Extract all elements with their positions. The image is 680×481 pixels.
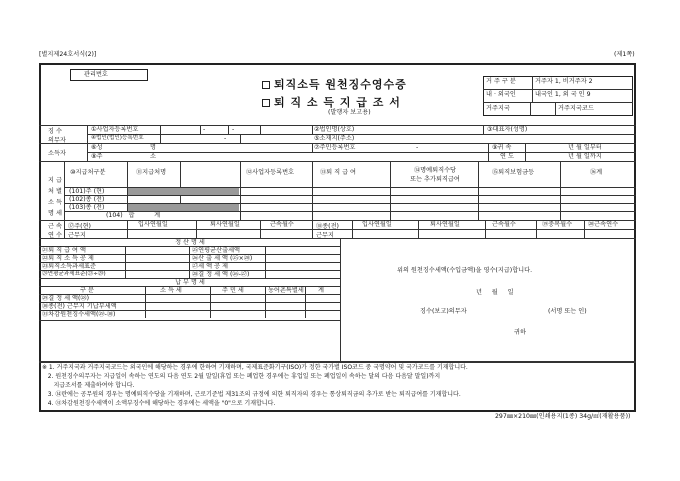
receipt-sign: (서명 또는 인) xyxy=(548,308,587,315)
service-col-1: 퇴사연월일 xyxy=(210,221,240,228)
form-id: [별지제24호서식(2)] xyxy=(39,51,97,58)
note-3: 지급조서를 제출하여야 합니다. xyxy=(42,382,135,389)
title2-text: 퇴 직 소 득 지 급 조 서 xyxy=(274,96,401,109)
tax-right-1: ㉖산 출 세 액 (㉕×⑳) xyxy=(192,255,253,262)
note-5: 4. ㉛차감원천징수세액이 소액부징수에 해당하는 경우에는 세액을 "0"으로 기재합니다. xyxy=(42,400,276,407)
period-from: 년 월 일부터 xyxy=(568,144,602,151)
pay-header-5: ⑮퇴직보험금등 xyxy=(492,169,535,176)
pay-header-4: ⑭명예퇴직수당 또는 추가퇴직급여 xyxy=(410,167,460,183)
biz-no-label: ①사업자등록번호 xyxy=(91,126,139,133)
rrn-label: ⑦주민등록번호 xyxy=(314,144,356,151)
addr-label: ⑤소재지(주소) xyxy=(314,135,355,142)
payment-header-2: 주 민 세 xyxy=(222,287,244,294)
payment-header-0: 구 분 xyxy=(80,287,94,294)
nationality-label: 내 · 외국인 xyxy=(486,91,516,98)
country-code-label: 거주지국코드 xyxy=(558,105,594,112)
page-number: (제1쪽) xyxy=(614,51,635,58)
paper-spec: 297㎜×210㎜(인쇄용지(1종) 34g/㎡(재활용품)) xyxy=(495,413,631,420)
service-col-6: ⑲중복월수 xyxy=(542,221,573,228)
tax-right-3: ㉘결 정 세 액 (㉖-㉗) xyxy=(192,271,250,278)
receipt-date: 년 월 일 xyxy=(476,289,514,296)
country-label: 거주지국 xyxy=(486,105,510,112)
period-label: ⑨귀 속 xyxy=(492,144,512,151)
service-col-4: 퇴사연월일 xyxy=(430,221,460,228)
service-main-label: ⑰주(현) 근무지 xyxy=(68,223,91,239)
tax-right-2: ㉗세 액 공 제 xyxy=(192,263,228,270)
earner-group-label: 소득자 xyxy=(48,150,66,157)
earner-addr-label: ⑧주 xyxy=(91,153,103,160)
title1-text: 퇴직소득 원천징수영수증 xyxy=(274,78,407,91)
residency-value: 거주자 1, 비거주자 2 xyxy=(535,78,593,85)
pay-group-label: 지 급 처 별 소 득 명 세 xyxy=(48,177,62,217)
pay-header-2: ⑫사업자등록번호 xyxy=(246,169,295,176)
pay-header-3: ⑬퇴 직 급 여 xyxy=(320,169,356,176)
manage-number-label: 관리번호 xyxy=(84,71,108,78)
nationality-value: 내국인 1, 외 국 인 9 xyxy=(535,91,591,98)
tax-left-3: ㉔연평균과세표준(㉓÷⑳) xyxy=(42,271,106,277)
title-receipt xyxy=(262,76,407,92)
pay-header-6: ⑯계 xyxy=(590,169,603,176)
note-1: ※ 1. 거주지국과 거주지국코드는 외국인에 해당하는 경우에 한하여 기재하며, 국제표준화기구(ISO)가 정한 국가별 ISO코드 중 국명약어 및 국가코드를 기재합니다. xyxy=(42,364,468,371)
subtitle: (발행자 보고용) xyxy=(328,109,371,116)
service-col-3: 입사연월일 xyxy=(362,221,392,228)
tax-left-2: ㉓퇴직소득과세표준 xyxy=(42,263,97,270)
tax-left-0: ㉑퇴 직 급 여 액 xyxy=(42,247,86,254)
title1-checkbox[interactable] xyxy=(262,81,270,89)
pay-row-2: (103)종 (전) xyxy=(69,204,105,211)
tax-calc-section-label: 정 산 명 세 xyxy=(175,239,205,246)
residency-label: 거 주 구 분 xyxy=(486,78,516,85)
earner-addr-label-2: 소 xyxy=(150,153,156,160)
rep-label: ③대표자(성명) xyxy=(487,126,528,133)
service-col-5: 근속월수 xyxy=(492,221,516,228)
receipt-agent: 징수(보고)의무자 xyxy=(420,308,467,315)
shaded-cell xyxy=(128,204,239,211)
service-col-0: 입사연월일 xyxy=(138,221,168,228)
shaded-cell xyxy=(128,188,239,195)
payment-row-1: ㉚종(전) 근무지 기납부세액 xyxy=(42,303,117,310)
receipt-to: 귀하 xyxy=(514,329,526,336)
pay-row-3: (104) 합 계 xyxy=(106,212,161,219)
service-col-2: 근속월수 xyxy=(270,221,294,228)
pay-row-0: (101)주 (현) xyxy=(69,188,105,195)
note-4: 3. ⑭란에는 공무원의 경우는 명예퇴직수당을 기재하며, 근로기준법 제31조의 규정에 의한 퇴직자의 경우는 통상퇴직금의 추가로 받는 퇴직급여를 기재합니다. xyxy=(42,391,461,398)
tax-right-0: ㉕연평균산출세액 xyxy=(192,247,241,254)
manage-number-box xyxy=(70,69,148,81)
pay-header-0: ⑩지급처구분 xyxy=(70,169,106,176)
note-2: 2. 원천징수의무자는 지급일이 속하는 연도의 다음 연도 2월 말일(휴업 또는 폐업한 경우에는 휴업일 또는 폐업일이 속하는 달의 다음 다음달 말일)까지 xyxy=(42,373,441,380)
payment-row-2: ㉛차감원천징수세액(㉙-㉚) xyxy=(42,311,116,318)
title2-checkbox[interactable] xyxy=(262,99,270,107)
service-prev-label: ⑱종(전) 근무지 xyxy=(316,223,339,239)
payment-header-4: 계 xyxy=(318,287,324,294)
receipt-text: 위의 원천징수세액(수입금액)을 영수(지급)합니다. xyxy=(397,267,533,274)
name-label-2: 명 xyxy=(150,144,156,151)
tax-left-1: ㉒퇴 직 소 득 공 제 xyxy=(42,255,94,262)
corp-no-label: ④법인(법인)등록번호 xyxy=(91,135,144,141)
payment-section-label: 납 부 명 세 xyxy=(175,279,205,286)
period-to: 년 월 일까지 xyxy=(568,153,602,160)
name-label: ⑥성 xyxy=(91,144,103,151)
service-group-label: 근 속 연 수 xyxy=(48,223,62,239)
pay-header-1: ⑪지급처명 xyxy=(136,169,167,176)
notes xyxy=(42,363,468,408)
period-label-2: 연 도 xyxy=(500,153,514,160)
payment-header-1: 소 득 세 xyxy=(160,287,182,294)
service-col-7: ⑳근속연수 xyxy=(588,221,619,228)
payment-header-3: 농어촌특별세 xyxy=(268,287,304,294)
title-report xyxy=(262,94,401,110)
pay-row-1: (102)종 (전) xyxy=(69,196,105,203)
form-page: [별지제24호서식(2)] (제1쪽) 관리번호 퇴직소득 원천징수영수증 퇴 직 소 득 지 급 조 서 (발행자 보고용) 거 주 구 분 거주자 1, 비거주자 2 내 · 외국인 내국인 1, 외 국 인 9 거주지국 거주지국코드 징 수 의무자 ①사업자등록번호 ②법인명(상호) ③대표자(성명) ④법인(법인)등록번호 ⑤소재지(주소) - - - 소득자 ⑥성 명 ⑦주민등록번호 ⑧주 소 - ⑨귀 속 연 도 년 월 일부터 년 월 일까지 지 급 처 별 소 득 명 세 ⑩지급처구분 ⑪지급처명 ⑫사업자등록번호 ⑬퇴 직 급 여 ⑭명예퇴직수당 또는 추가퇴직급여 ⑮퇴직보험금등 ⑯계 (101)주 (현) (102)종 (전) (103)종 (전) (104) 합 계 근 속 연 수 ⑰주(현) 근무지 ⑱종(전) 근무지 입사연월일 퇴사연월일 근속월수 입사연월일 퇴사연월일 근속월수 ⑲중복월수 ⑳근속연수 정 산 명 세 ㉑퇴 직 급 여 액 ㉒퇴 직 소 득 공 제 ㉓퇴직소득과세표준 ㉔연평균과세표준(㉓÷⑳) ㉕연평균산출세액 ㉖산 출 세 액 (㉕×⑳) ㉗세 액 공 제 ㉘결 정 세 액 (㉖-㉗) 납 부 명 세 구 분 소 득 세 주 민 세 농어촌특별세 계 ㉙결 정 세 액(㉘) ㉚종(전) 근무지 기납부세액 ㉛차감원천징수세액(㉙-㉚) 위의 원천징수세액(수입금액)을 영수(지급)합니다. 년 월 일 징수(보고)의무자 (서명 또는 인) 귀하 ※ 1. 거주지국과 거주지국코드는 외국인에 해당하는 경우에 한하여 기재하며, 국제표준화기구(ISO)가 정한 국가별 ISO코드 중 국명약어 및 국가코드를 기재합니다. 2. 원천징수의무자는 지급일이 속하는 연도의 다음 연도 2월 말일(휴업 또는 폐업한 경우에는 휴업일 또는 폐업일이 속하는 달의 다음 다음달 말일)까지 지급조서를 제출하여야 합니다. 3. ⑭란에는 공무원의 경우는 명예퇴직수당을 기재하며, 근로기준법 제31조의 규정에 의한 퇴직자의 경우는 통상퇴직금의 추가로 받는 퇴직급여를 기재합니다. 4. ㉛차감원천징수세액이 소액부징수에 해당하는 경우에는 세액을 "0"으로 기재합니다. 297㎜×210㎜(인쇄용지(1종) 34g/㎡(재활용품)) xyxy=(39,51,635,420)
payment-row-0: ㉙결 정 세 액(㉘) xyxy=(42,295,90,302)
payer-group-label: 징 수 의무자 xyxy=(48,128,66,144)
corp-name-label: ②법인명(상호) xyxy=(314,126,355,133)
